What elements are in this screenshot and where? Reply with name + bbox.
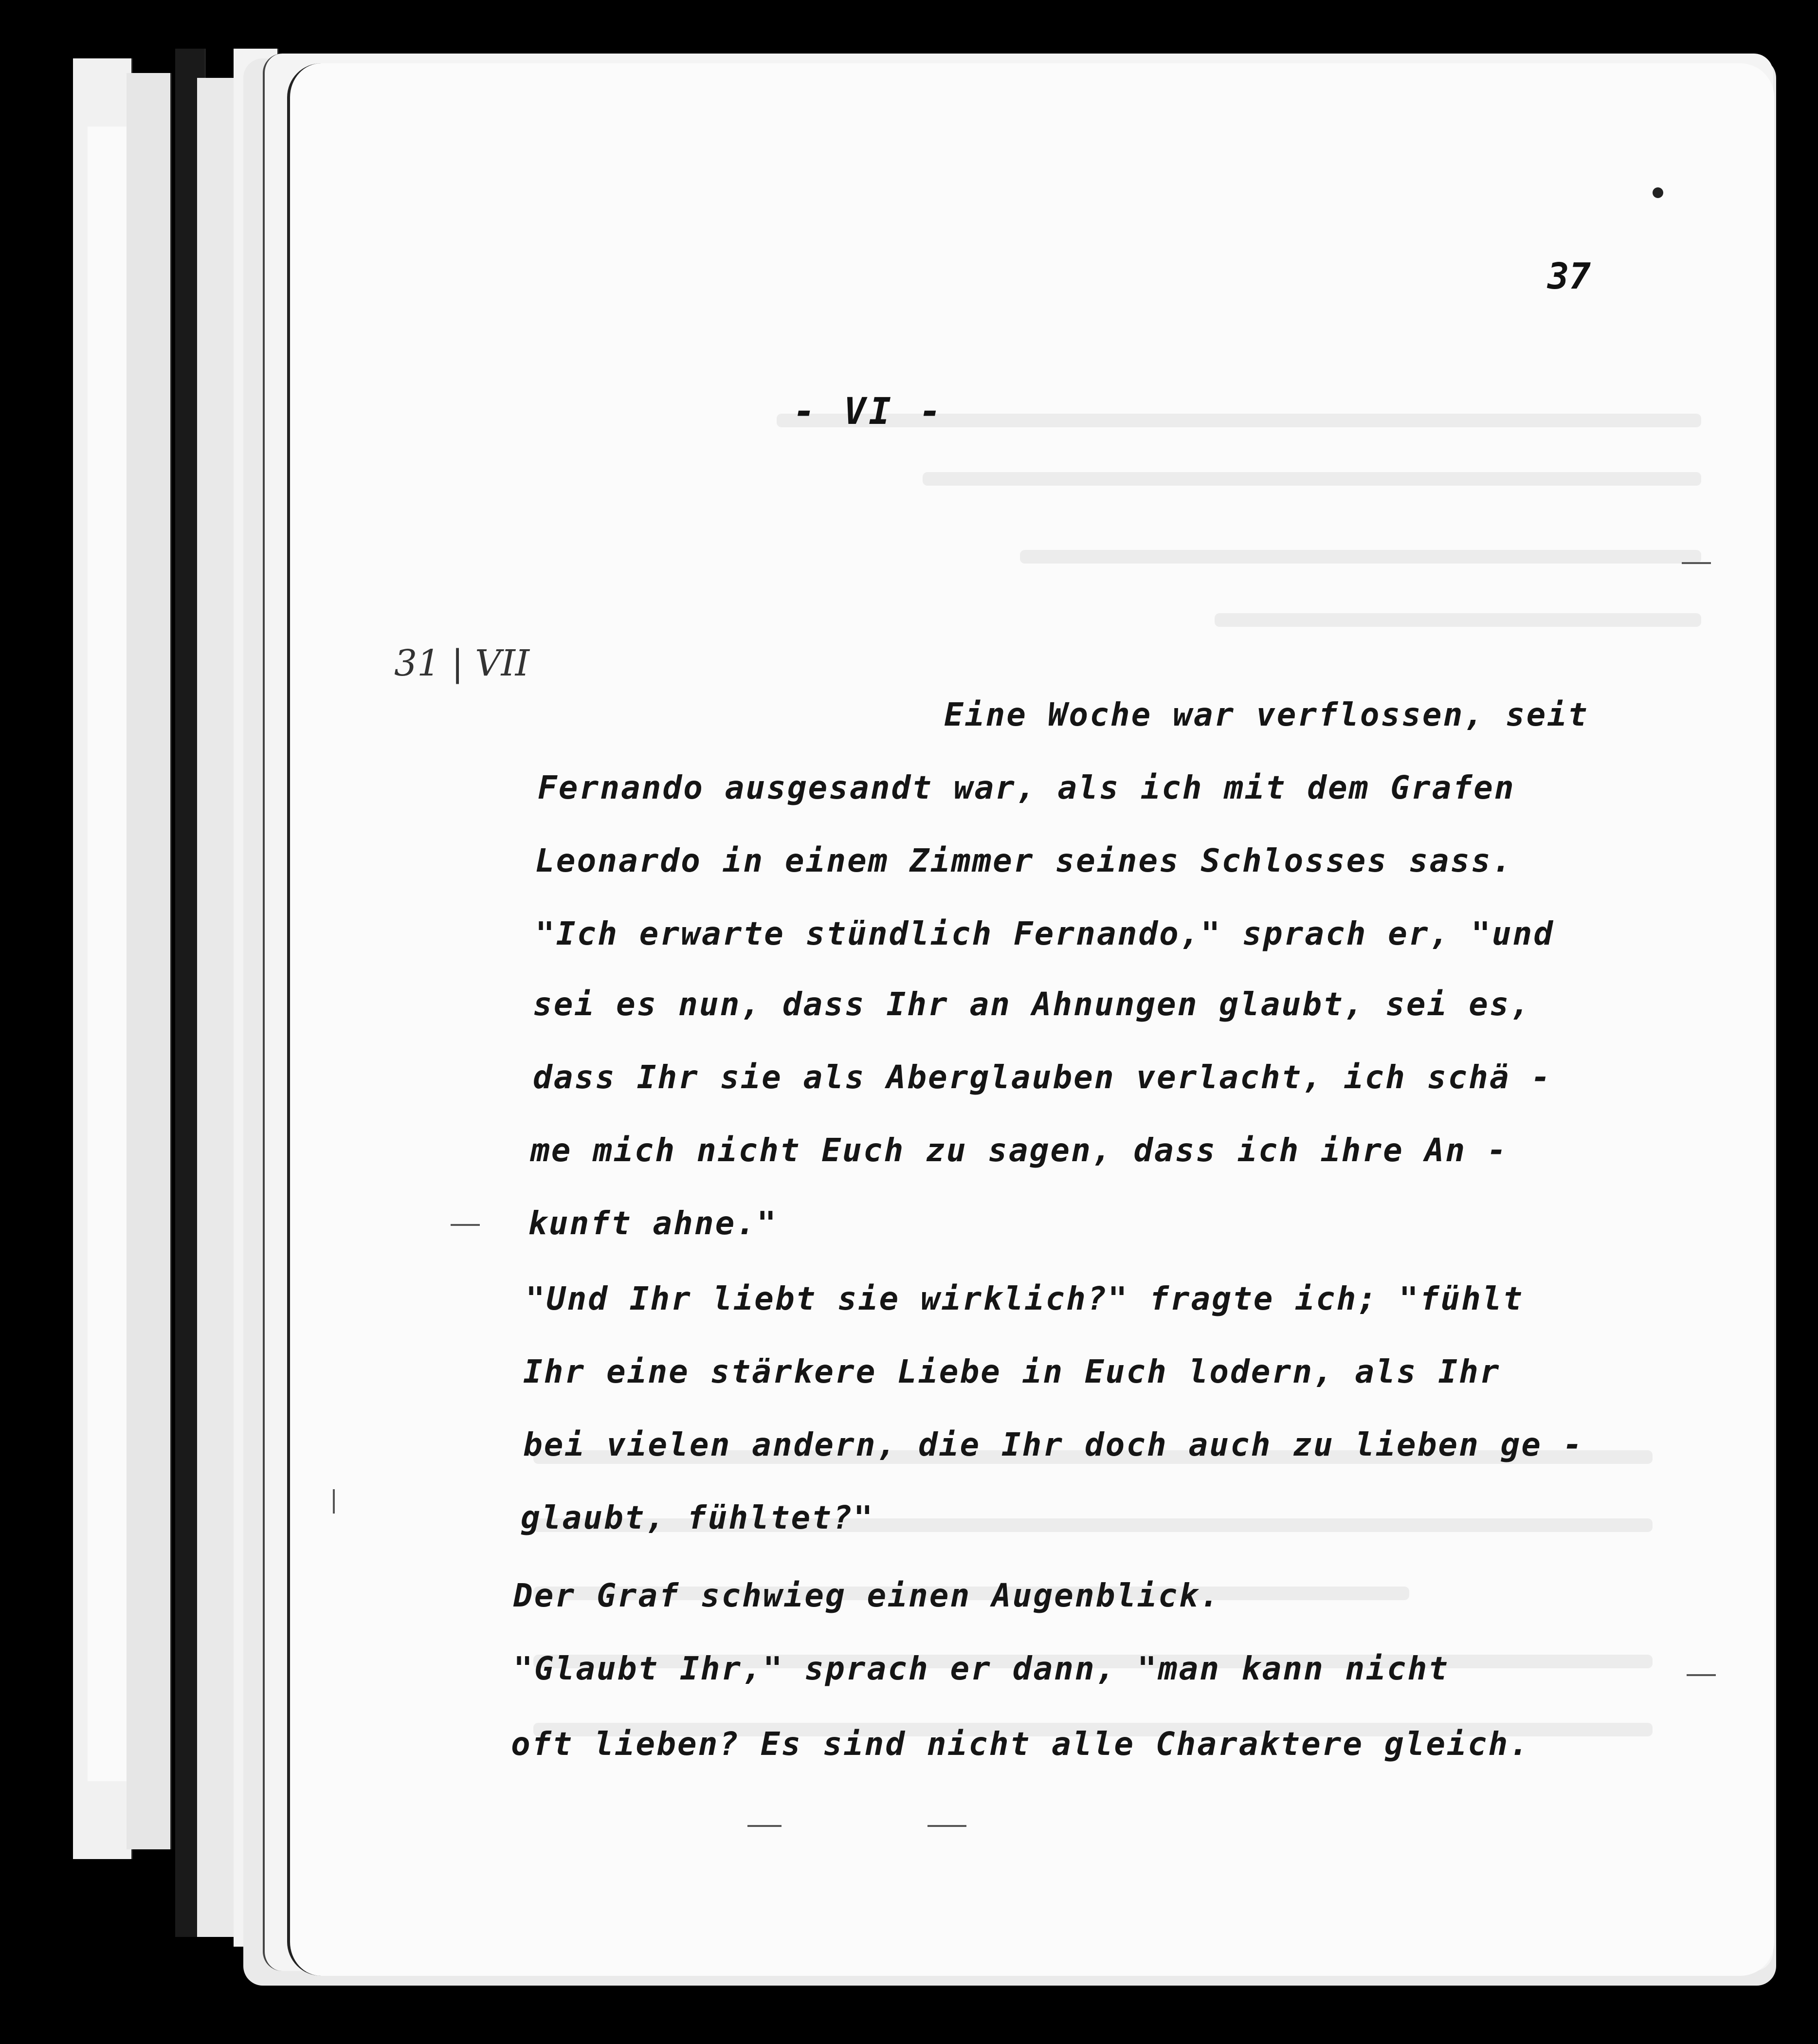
text-line: Ihr eine stärkere Liebe in Euch lodern, als Ihr bbox=[523, 1353, 1501, 1390]
text-line: Fernando ausgesandt war, als ich mit dem Grafen bbox=[538, 769, 1515, 806]
text-line: glaubt, fühltet?" bbox=[521, 1499, 874, 1536]
text-line: Eine Woche war verflossen, seit bbox=[944, 696, 1589, 733]
text-line: "Ich erwarte stündlich Fernando," sprach er, "und bbox=[535, 915, 1555, 952]
text-line: kunft ahne." bbox=[528, 1204, 778, 1242]
bleed-through bbox=[1020, 550, 1701, 564]
text-line: sei es nun, dass Ihr an Ahnungen glaubt, sei es, bbox=[533, 986, 1531, 1023]
stacked-sheet-edge bbox=[88, 127, 128, 1781]
margin-mark bbox=[333, 1489, 335, 1514]
margin-mark bbox=[747, 1825, 782, 1827]
stacked-sheet-edge bbox=[127, 73, 172, 1849]
text-line: Leonardo in einem Zimmer seines Schlosses sass. bbox=[535, 842, 1513, 879]
chapter-heading: - VI - bbox=[793, 389, 945, 433]
text-line: me mich nicht Euch zu sagen, dass ich ihre An - bbox=[530, 1132, 1508, 1169]
page-number: 37 bbox=[1547, 256, 1591, 297]
text-line: Der Graf schwieg einen Augenblick. bbox=[513, 1577, 1221, 1614]
handwritten-annotation: 31 | VII bbox=[394, 642, 530, 684]
bleed-through bbox=[923, 472, 1701, 486]
margin-mark bbox=[1682, 562, 1711, 564]
text-line: bei vielen andern, die Ihr doch auch zu lieben ge - bbox=[523, 1426, 1584, 1463]
margin-mark bbox=[927, 1825, 966, 1827]
ink-dot bbox=[1653, 187, 1663, 198]
text-line: "Und Ihr liebt sie wirklich?" fragte ich; "fühlt bbox=[526, 1280, 1524, 1317]
bleed-through bbox=[1215, 613, 1701, 627]
text-line: dass Ihr sie als Aberglauben verlacht, ich schä - bbox=[533, 1058, 1552, 1096]
margin-mark bbox=[1687, 1674, 1716, 1676]
margin-mark bbox=[451, 1224, 480, 1226]
text-line: oft lieben? Es sind nicht alle Charaktere gleich. bbox=[511, 1725, 1530, 1763]
text-line: "Glaubt Ihr," sprach er dann, "man kann nicht bbox=[513, 1650, 1450, 1687]
